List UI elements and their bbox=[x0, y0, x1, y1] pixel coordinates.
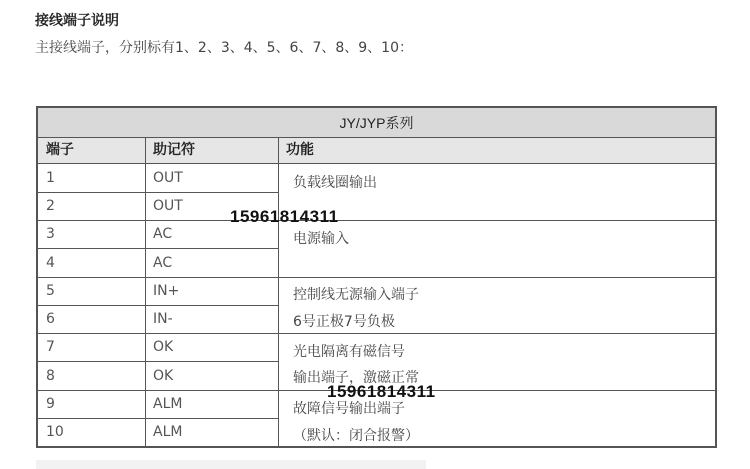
function-cell-fault-line2: （默认：闭合报警） bbox=[293, 428, 419, 444]
phone-watermark: 15961814311 bbox=[230, 207, 339, 226]
row-divider bbox=[38, 220, 715, 221]
terminal-cell: 8 bbox=[46, 368, 55, 384]
row-divider bbox=[38, 277, 715, 278]
mnemonic-cell: IN- bbox=[153, 311, 173, 327]
column-divider bbox=[278, 138, 279, 446]
phone-watermark: 15961814311 bbox=[327, 382, 436, 401]
terminal-cell: 3 bbox=[46, 226, 55, 242]
terminal-cell: 1 bbox=[46, 170, 55, 186]
mnemonic-cell: AC bbox=[153, 226, 173, 242]
mnemonic-cell: AC bbox=[153, 255, 173, 271]
function-cell-control-line2: 6号正极7号负极 bbox=[293, 314, 395, 330]
intro-text: 主接线端子，分别标有1、2、3、4、5、6、7、8、9、10： bbox=[35, 40, 413, 56]
row-divider bbox=[38, 333, 715, 334]
mnemonic-cell: IN+ bbox=[153, 283, 180, 299]
bottom-strip bbox=[36, 460, 426, 469]
terminal-cell: 5 bbox=[46, 283, 55, 299]
terminal-cell: 2 bbox=[46, 198, 55, 214]
mnemonic-cell: OK bbox=[153, 368, 174, 384]
header-terminal: 端子 bbox=[46, 142, 74, 158]
function-cell-fault-line1: 故障信号输出端子 bbox=[293, 401, 405, 417]
header-mnemonic: 助记符 bbox=[153, 142, 195, 158]
mnemonic-cell: OK bbox=[153, 339, 174, 355]
function-cell-photo-line1: 光电隔离有磁信号 bbox=[293, 344, 405, 360]
function-cell-load-coil: 负载线圈输出 bbox=[293, 175, 377, 191]
terminal-cell: 9 bbox=[46, 396, 55, 412]
terminal-cell: 4 bbox=[46, 255, 55, 271]
terminal-cell: 6 bbox=[46, 311, 55, 327]
terminal-cell: 10 bbox=[46, 424, 64, 440]
table-header-row bbox=[38, 138, 715, 164]
table-title: JY/JYP系列 bbox=[38, 108, 715, 138]
function-cell-photo-line2: 输出端子，激磁正常 bbox=[293, 370, 419, 386]
function-cell-power: 电源输入 bbox=[293, 231, 349, 247]
function-cell-control-line1: 控制线无源输入端子 bbox=[293, 287, 419, 303]
mnemonic-cell: OUT bbox=[153, 198, 183, 214]
header-function: 功能 bbox=[286, 142, 314, 158]
mnemonic-cell: ALM bbox=[153, 424, 183, 440]
terminal-cell: 7 bbox=[46, 339, 55, 355]
mnemonic-cell: OUT bbox=[153, 170, 183, 186]
section-heading: 接线端子说明 bbox=[35, 13, 119, 29]
mnemonic-cell: ALM bbox=[153, 396, 183, 412]
